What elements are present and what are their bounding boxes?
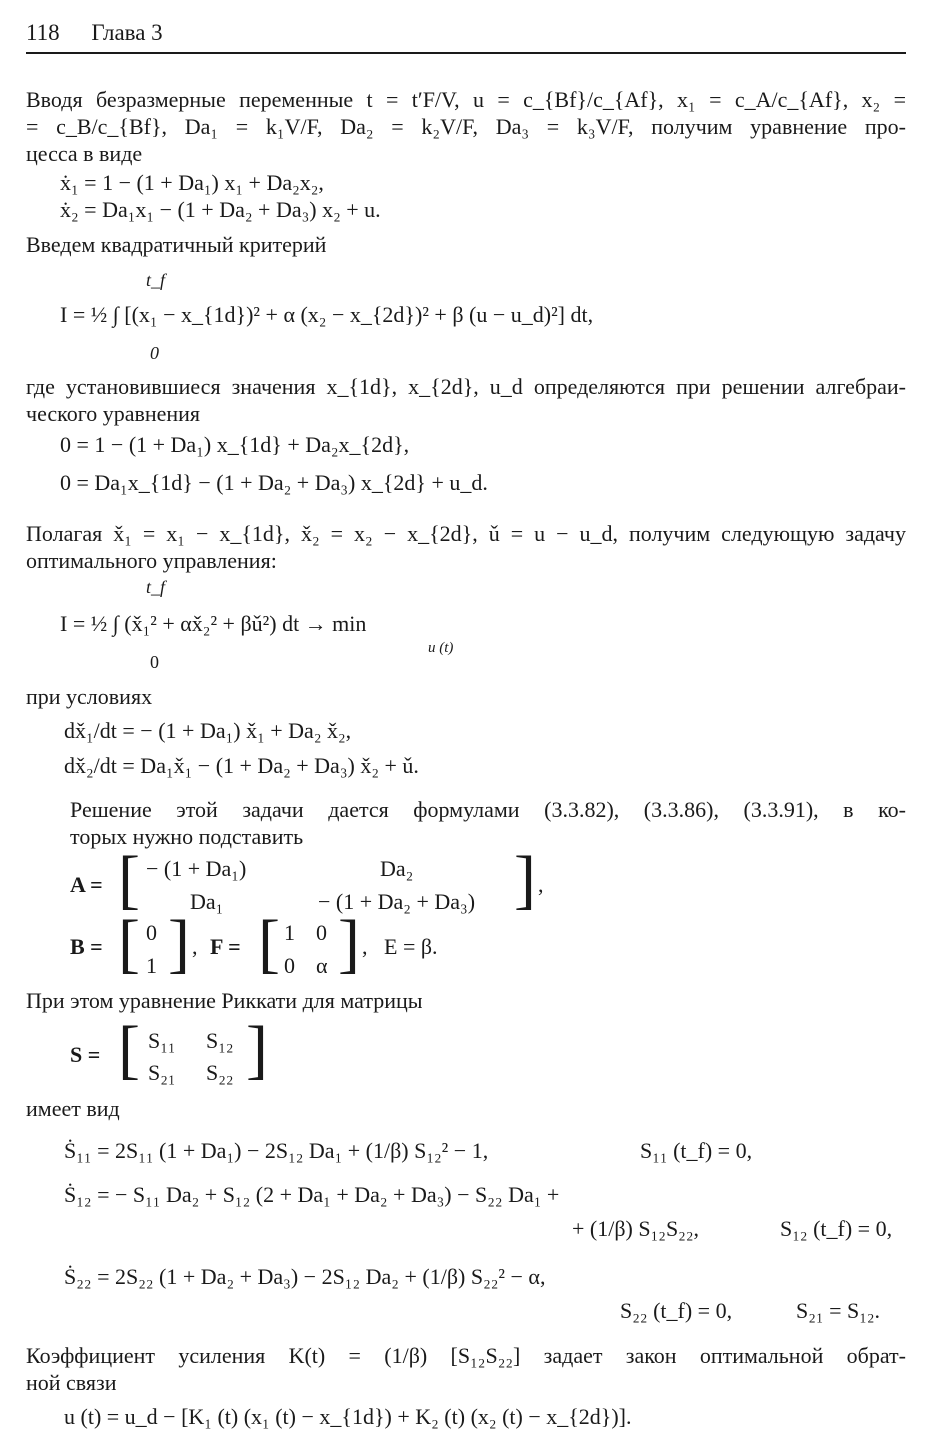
riccati-equation-2-cont: + (1/β) S₁₂S₂₂, bbox=[572, 1216, 700, 1241]
equation-criterion: I = ½ ∫ [(x₁ − x_{1d})² + α (x₂ − x_{2d})² + β (u − u_d)²] dt, bbox=[60, 302, 594, 327]
text-line: цесса в виде bbox=[26, 141, 143, 166]
min-subscript: u (t) bbox=[428, 640, 454, 656]
matrix-f-cell: α bbox=[316, 953, 328, 978]
text-riccati: При этом уравнение Риккати для матрицы bbox=[26, 988, 423, 1013]
matrix-a-cell: − (1 + Da₁) bbox=[146, 856, 247, 881]
page-number: 118 bbox=[26, 20, 60, 45]
text-criterion: Введем квадратичный критерий bbox=[26, 232, 327, 257]
matrix-f-cell: 1 bbox=[284, 920, 295, 945]
text-line: Вводя безразмерные переменные t = t′F/V, u = c_{Bf}/c_{Af}, x₁ = c_A/c_{Af}, x₂ = bbox=[26, 87, 906, 112]
equation-steady-2: 0 = Da₁x_{1d} − (1 + Da₂ + Da₃) x_{2d} + u_d. bbox=[60, 470, 488, 495]
text-form: имеет вид bbox=[26, 1096, 120, 1121]
equation-steady-1: 0 = 1 − (1 + Da₁) x_{1d} + Da₂x_{2d}, bbox=[60, 432, 410, 457]
separator: , bbox=[362, 934, 368, 959]
riccati-equation-1: Ṡ₁₁ = 2S₁₁ (1 + Da₁) − 2S₁₂ Da₁ + (1/β) S₁₂² − 1, bbox=[64, 1138, 489, 1163]
matrix-s-cell: S₂₁ bbox=[148, 1060, 176, 1085]
integral-upper-limit: t_f bbox=[146, 270, 166, 290]
chapter-title: Глава 3 bbox=[91, 20, 163, 45]
matrix-a-cell: Da₂ bbox=[380, 856, 414, 881]
equation-e: E = β. bbox=[384, 934, 438, 959]
matrix-s-cell: S₁₁ bbox=[148, 1028, 176, 1053]
riccati-equation-2: Ṡ₁₂ = − S₁₁ Da₂ + S₁₂ (2 + Da₁ + Da₂ + Da₃) − S₂₂ Da₁ + bbox=[64, 1182, 560, 1207]
matrix-b-cell: 0 bbox=[146, 920, 157, 945]
equation-feedback-law: u (t) = u_d − [K₁ (t) (x₁ (t) − x_{1d}) + K₂ (t) (x₂ (t) − x_{2d})]. bbox=[64, 1404, 632, 1429]
riccati-equation-3: Ṡ₂₂ = 2S₂₂ (1 + Da₂ + Da₃) − 2S₁₂ Da₂ + (1/β) S₂₂² − α, bbox=[64, 1264, 546, 1289]
right-bracket: ] bbox=[246, 1013, 268, 1086]
header-rule bbox=[26, 52, 906, 54]
paragraph-steady-state bbox=[26, 373, 906, 427]
integral-upper-limit: t_f bbox=[146, 577, 166, 597]
matrix-s-cell: S₁₂ bbox=[206, 1028, 234, 1053]
matrix-s-cell: S₂₂ bbox=[206, 1060, 234, 1085]
left-bracket: [ bbox=[118, 1013, 140, 1086]
text-conditions: при условиях bbox=[26, 684, 153, 709]
equation-condition-2: dx̌₂/dt = Da₁x̌₁ − (1 + Da₂ + Da₃) x̌₂ + ǔ. bbox=[64, 753, 419, 778]
text-line: Решение этой задачи дается формулами (3.3.82), (3.3.86), (3.3.91), в ко- bbox=[70, 797, 906, 822]
equation-process-2: ẋ₂ = Da₁x₁ − (1 + Da₂ + Da₃) x₂ + u. bbox=[60, 197, 381, 222]
text-line: ческого уравнения bbox=[26, 401, 201, 426]
right-bracket: ] bbox=[514, 843, 536, 916]
matrix-f-cell: 0 bbox=[284, 953, 295, 978]
equation-process-1: ẋ₁ = 1 − (1 + Da₁) x₁ + Da₂x₂, bbox=[60, 170, 324, 195]
paragraph-variables bbox=[26, 86, 906, 167]
right-bracket: ] bbox=[338, 907, 360, 980]
text-line: = c_B/c_{Bf}, Da₁ = k₁V/F, Da₂ = k₂V/F, Da₃ = k₃V/F, получим уравнение про- bbox=[26, 114, 906, 139]
text-line: Полагая x̌₁ = x₁ − x_{1d}, x̌₂ = x₂ − x_{2d}, ǔ = u − u_d, получим следующую задачу bbox=[26, 521, 906, 546]
right-bracket: ] bbox=[168, 907, 190, 980]
paragraph-solution bbox=[26, 796, 906, 850]
matrix-a-cell: Da₁ bbox=[190, 889, 224, 914]
left-bracket: [ bbox=[118, 907, 140, 980]
equation-optimal-criterion: I = ½ ∫ (x̌₁² + αx̌₂² + βǔ²) dt → min bbox=[60, 611, 367, 636]
matrix-a-cell: − (1 + Da₂ + Da₃) bbox=[318, 889, 476, 914]
separator: , bbox=[192, 934, 198, 959]
text-line: ной связи bbox=[26, 1370, 117, 1395]
equation-condition-1: dx̌₁/dt = − (1 + Da₁) x̌₁ + Da₂ x̌₂, bbox=[64, 718, 352, 743]
integral-lower-limit: 0 bbox=[150, 652, 159, 672]
matrix-a-label: A = bbox=[70, 872, 103, 897]
left-bracket: [ bbox=[258, 907, 280, 980]
left-bracket: [ bbox=[118, 843, 140, 916]
integral-lower-limit: 0 bbox=[150, 343, 159, 363]
text-line: где установившиеся значения x_{1d}, x_{2d}, u_d определяются при решении алгебраи- bbox=[26, 374, 906, 399]
matrix-b-label: B = bbox=[70, 934, 103, 959]
paragraph-gain bbox=[26, 1342, 906, 1396]
matrix-f-cell: 0 bbox=[316, 920, 327, 945]
page-header bbox=[26, 20, 163, 46]
matrix-a-tail: , bbox=[538, 872, 544, 897]
symmetry-condition: S₂₁ = S₁₂. bbox=[796, 1298, 881, 1323]
paragraph-substitution bbox=[26, 520, 906, 574]
text-line: Коэффициент усиления K(t) = (1/β) [S₁₂S₂₂] задает закон оптимальной обрат- bbox=[26, 1343, 906, 1368]
boundary-condition: S₂₂ (t_f) = 0, bbox=[620, 1298, 733, 1323]
matrix-b-cell: 1 bbox=[146, 953, 157, 978]
matrix-f-label: F = bbox=[210, 934, 241, 959]
boundary-condition: S₁₂ (t_f) = 0, bbox=[780, 1216, 893, 1241]
text-line: оптимального управления: bbox=[26, 548, 277, 573]
text-line: торых нужно подставить bbox=[70, 824, 304, 849]
matrix-s-label: S = bbox=[70, 1042, 101, 1067]
boundary-condition: S₁₁ (t_f) = 0, bbox=[640, 1138, 753, 1163]
